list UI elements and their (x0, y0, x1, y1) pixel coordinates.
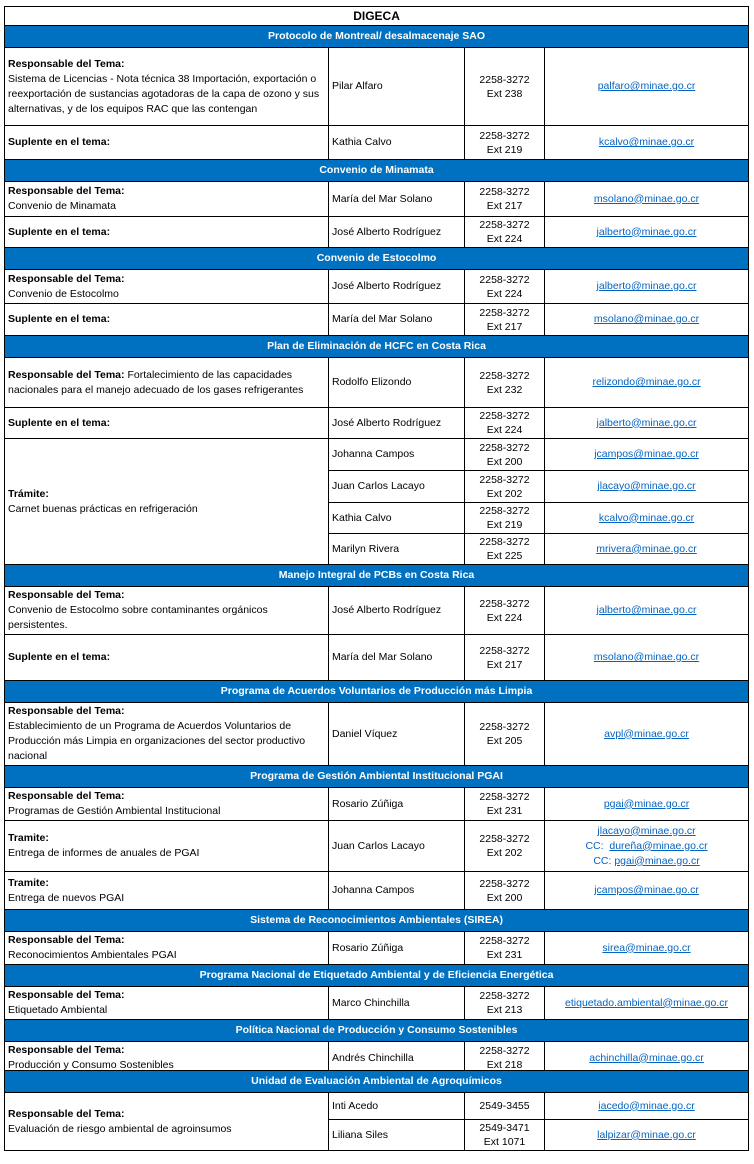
phone-extension: Ext 202 (486, 487, 523, 500)
phone-extension: Ext 205 (486, 735, 523, 747)
responsable-label: Responsable del Tema: (8, 790, 125, 802)
phone-cell (465, 358, 545, 408)
responsable-label: Responsable del Tema: (8, 1107, 125, 1120)
phone-extension: Ext 231 (486, 949, 523, 961)
responsable-label: Responsable del Tema: (8, 272, 125, 285)
table-row (5, 126, 749, 160)
topic-text: Producción y Consumo Sostenibles (8, 1059, 174, 1071)
table-row (5, 635, 749, 681)
responsable-label: Responsable del Tema: (8, 589, 125, 601)
person-name: Inti Acedo (329, 1093, 465, 1120)
email-cell (545, 217, 749, 248)
person-name: Juan Carlos Lacayo (329, 471, 465, 503)
email-cell (545, 1120, 749, 1151)
topic-text: Reconocimientos Ambientales PGAI (8, 949, 177, 961)
phone-cell (465, 48, 545, 126)
email-link[interactable]: relizondo@minae.go.cr (592, 376, 701, 388)
phone-number: 2258-3272 (479, 273, 530, 286)
phone-cell (465, 471, 545, 503)
email-cell (545, 1093, 749, 1120)
topic-cell (5, 872, 329, 910)
phone-number: 2258-3272 (479, 186, 530, 198)
table-row (5, 304, 749, 336)
topic-text: Programas de Gestión Ambiental Institucional (8, 805, 221, 817)
section-header: Convenio de Minamata (5, 160, 749, 182)
phone-cell (465, 587, 545, 635)
topic-text: Entrega de informes de anuales de PGAI (8, 847, 200, 859)
person-name: Rosario Zúñiga (329, 932, 465, 965)
phone-number: 2258-3272 (479, 536, 530, 548)
email-link[interactable]: jlacayo@minae.go.cr (597, 480, 696, 492)
suplente-label: Suplente en el tema: (8, 136, 111, 148)
phone-cell (465, 1120, 545, 1151)
responsable-label: Responsable del Tema: (8, 1044, 125, 1056)
phone-number: 2549-3455 (479, 1100, 530, 1112)
table-row (5, 217, 749, 248)
topic-cell (5, 358, 329, 408)
email-link[interactable]: msolano@minae.go.cr (593, 192, 700, 205)
email-cell (545, 587, 749, 635)
topic-cell (5, 217, 329, 248)
email-cell (545, 471, 749, 503)
phone-extension: Ext 238 (486, 87, 523, 100)
email-cell (545, 439, 749, 471)
email-link[interactable]: mrivera@minae.go.cr (596, 542, 697, 555)
section-header: Manejo Integral de PCBs en Costa Rica (5, 565, 749, 587)
email-cell (545, 126, 749, 160)
email-link[interactable]: pgai@minae.go.cr (603, 797, 690, 810)
email-cell (545, 635, 749, 681)
table-row (5, 439, 749, 471)
person-name: Kathia Calvo (329, 126, 465, 160)
phone-extension: Ext 232 (486, 383, 523, 396)
cc-label: CC: (593, 854, 612, 867)
table-row (5, 872, 749, 910)
phone-extension: Ext 202 (486, 847, 523, 859)
email-cell (545, 358, 749, 408)
person-name: Johanna Campos (329, 439, 465, 471)
cc-email-link[interactable]: pgai@minae.go.cr (614, 854, 700, 867)
email-link[interactable]: etiquetado.ambiental@minae.go.cr (565, 996, 729, 1009)
email-link[interactable]: msolano@minae.go.cr (593, 651, 700, 663)
phone-number: 2258-3272 (479, 473, 530, 486)
section-header: Sistema de Reconocimientos Ambientales (SIREA) (5, 910, 749, 932)
topic-cell (5, 270, 329, 304)
email-link[interactable]: achinchilla@minae.go.cr (589, 1051, 704, 1064)
email-link[interactable]: jcampos@minae.go.cr (594, 884, 699, 896)
phone-cell (465, 703, 545, 766)
phone-extension: Ext 231 (486, 805, 523, 817)
phone-cell (465, 217, 545, 248)
phone-number: 2258-3272 (479, 73, 530, 86)
phone-extension: Ext 217 (486, 320, 523, 333)
responsable-label: Responsable del Tema: (8, 57, 125, 70)
phone-number: 2258-3272 (479, 935, 530, 947)
email-cell (545, 788, 749, 821)
suplente-label: Suplente en el tema: (8, 651, 111, 663)
agroquimicos-table (4, 1070, 749, 1151)
topic-text: Etiquetado Ambiental (8, 1004, 108, 1016)
tramite-cell (5, 439, 329, 565)
topic-text: Establecimiento de un Programa de Acuerdos Voluntarios de Producción más Limpia en organizaciones del sector productivo nacional (8, 720, 306, 762)
table-row (5, 270, 749, 304)
topic-cell (5, 304, 329, 336)
page-title: DIGECA (5, 7, 749, 26)
section-header: Política Nacional de Producción y Consumo Sostenibles (5, 1020, 749, 1042)
phone-extension: Ext 217 (486, 200, 523, 212)
email-cell (545, 872, 749, 910)
tramite-text: Carnet buenas prácticas en refrigeración (8, 502, 198, 515)
section-header: Plan de Eliminación de HCFC en Costa Rica (5, 336, 749, 358)
phone-cell (465, 182, 545, 217)
email-link[interactable]: kcalvo@minae.go.cr (598, 136, 695, 148)
phone-cell (465, 635, 545, 681)
email-link[interactable]: palfaro@minae.go.cr (597, 80, 696, 92)
phone-cell (465, 821, 545, 872)
directory-table (4, 6, 749, 1075)
topic-cell (5, 932, 329, 965)
section-header: Protocolo de Montreal/ desalmacenaje SAO (5, 26, 749, 48)
person-name: Juan Carlos Lacayo (329, 821, 465, 872)
topic-cell (5, 48, 329, 126)
tramite-label: Tramite: (8, 832, 49, 844)
email-link[interactable]: jalberto@minae.go.cr (596, 416, 697, 429)
tramite-label: Trámite: (8, 487, 49, 500)
person-name: Pilar Alfaro (329, 48, 465, 126)
person-name: María del Mar Solano (329, 304, 465, 336)
email-cell (545, 987, 749, 1020)
responsable-label: Responsable del Tema: (8, 934, 125, 946)
email-link[interactable]: jcampos@minae.go.cr (594, 448, 699, 460)
person-name: Marco Chinchilla (329, 987, 465, 1020)
email-link[interactable]: jalberto@minae.go.cr (596, 280, 697, 292)
phone-extension: Ext 224 (486, 611, 523, 624)
table-row (5, 987, 749, 1020)
phone-extension: Ext 224 (486, 424, 523, 436)
phone-extension: Ext 213 (486, 1004, 523, 1016)
topic-cell (5, 587, 329, 635)
phone-number: 2258-3272 (479, 644, 530, 657)
person-name: José Alberto Rodríguez (329, 270, 465, 304)
phone-number: 2258-3272 (479, 306, 530, 319)
phone-number: 2258-3272 (479, 129, 530, 142)
table-row (5, 788, 749, 821)
phone-number: 2549-3471 (479, 1122, 530, 1134)
topic-text: Entrega de nuevos PGAI (8, 891, 125, 904)
email-cell (545, 48, 749, 126)
table-row (5, 703, 749, 766)
topic-cell (5, 821, 329, 872)
email-cell (545, 703, 749, 766)
phone-number: 2258-3272 (479, 721, 530, 733)
phone-extension: Ext 1071 (483, 1136, 526, 1148)
person-name: Kathia Calvo (329, 503, 465, 534)
person-name: Daniel Víquez (329, 703, 465, 766)
person-name: José Alberto Rodríguez (329, 217, 465, 248)
topic-cell (5, 987, 329, 1020)
phone-cell (465, 304, 545, 336)
table-row (5, 182, 749, 217)
phone-cell (465, 788, 545, 821)
phone-number: 2258-3272 (479, 597, 530, 610)
email-link[interactable]: iacedo@minae.go.cr (598, 1099, 695, 1112)
topic-cell (5, 126, 329, 160)
email-cell (545, 408, 749, 439)
phone-extension: Ext 225 (486, 550, 523, 562)
phone-number: 2258-3272 (479, 369, 530, 382)
phone-cell (465, 503, 545, 534)
suplente-label: Suplente en el tema: (8, 313, 111, 325)
table-row (5, 408, 749, 439)
person-name: Andrés Chinchilla (329, 1042, 465, 1075)
tramite-label: Tramite: (8, 876, 49, 889)
phone-extension: Ext 200 (486, 891, 523, 904)
table-row (5, 358, 749, 408)
responsable-label: Responsable del Tema: (8, 185, 125, 197)
topic-text: Sistema de Licencias - Nota técnica 38 Importación, exportación o reexportación de sustancias agotadoras de la capa de ozono y sus alternativas, y de los equipos RAC que las contengan (8, 72, 320, 115)
topic-cell (5, 1093, 329, 1151)
person-name: José Alberto Rodríguez (329, 587, 465, 635)
cc-email-link[interactable]: dureña@minae.go.cr (609, 839, 708, 852)
person-name: Rodolfo Elizondo (329, 358, 465, 408)
phone-cell (465, 534, 545, 565)
phone-cell (465, 1093, 545, 1120)
topic-cell (5, 182, 329, 217)
phone-cell (465, 126, 545, 160)
person-name: Johanna Campos (329, 872, 465, 910)
section-header: Unidad de Evaluación Ambiental de Agroquímicos (5, 1071, 749, 1093)
suplente-label: Suplente en el tema: (8, 416, 111, 429)
phone-cell (465, 932, 545, 965)
email-link[interactable]: jlacayo@minae.go.cr (597, 824, 696, 837)
phone-number: 2258-3272 (479, 833, 530, 845)
phone-extension: Ext 219 (486, 519, 523, 531)
phone-number: 2258-3272 (479, 219, 530, 231)
phone-number: 2258-3272 (479, 990, 530, 1002)
table-row (5, 932, 749, 965)
table-row (5, 1093, 749, 1120)
cc-line (548, 854, 745, 869)
email-link[interactable]: avpl@minae.go.cr (604, 727, 689, 740)
topic-text: Evaluación de riesgo ambiental de agroinsumos (8, 1122, 232, 1135)
phone-extension: Ext 217 (486, 658, 523, 671)
email-cell (545, 304, 749, 336)
topic-text: Fortalecimiento de las capacidades nacionales para el manejo adecuado de los gases refrigerantes (8, 368, 304, 396)
section-header: Programa de Acuerdos Voluntarios de Producción más Limpia (5, 681, 749, 703)
topic-cell (5, 408, 329, 439)
email-cell (545, 503, 749, 534)
phone-cell (465, 270, 545, 304)
person-name: Liliana Siles (329, 1120, 465, 1151)
cc-label: CC: (585, 839, 604, 852)
email-cell (545, 270, 749, 304)
topic-text: Convenio de Minamata (8, 200, 116, 212)
section-header: Programa de Gestión Ambiental Institucional PGAI (5, 766, 749, 788)
table-row (5, 587, 749, 635)
phone-extension: Ext 219 (486, 143, 523, 156)
phone-number: 2258-3272 (479, 441, 530, 454)
phone-extension: Ext 224 (486, 287, 523, 300)
phone-number: 2258-3272 (479, 410, 530, 422)
email-cell (545, 821, 749, 872)
topic-text: Convenio de Estocolmo sobre contaminantes orgánicos persistentes. (8, 604, 268, 631)
email-cell (545, 932, 749, 965)
responsable-label: Responsable del Tema: (8, 989, 125, 1001)
cc-line (548, 839, 745, 854)
phone-number: 2258-3272 (479, 877, 530, 890)
phone-cell (465, 408, 545, 439)
phone-extension: Ext 218 (486, 1059, 523, 1071)
email-link[interactable]: jalberto@minae.go.cr (596, 604, 697, 616)
topic-cell (5, 703, 329, 766)
responsable-label: Responsable del Tema: (8, 705, 125, 717)
person-name: Rosario Zúñiga (329, 788, 465, 821)
phone-extension: Ext 200 (486, 455, 523, 468)
email-link[interactable]: lalpizar@minae.go.cr (597, 1128, 696, 1141)
phone-cell (465, 439, 545, 471)
email-link[interactable]: sirea@minae.go.cr (602, 941, 691, 954)
topic-text: Convenio de Estocolmo (8, 287, 119, 300)
phone-number: 2258-3272 (479, 505, 530, 517)
phone-number: 2258-3272 (479, 1045, 530, 1057)
phone-cell (465, 987, 545, 1020)
topic-cell (5, 635, 329, 681)
phone-number: 2258-3272 (479, 791, 530, 803)
email-cell (545, 534, 749, 565)
suplente-label: Suplente en el tema: (8, 225, 111, 238)
topic-cell (5, 788, 329, 821)
email-link[interactable]: kcalvo@minae.go.cr (598, 511, 695, 524)
section-header: Convenio de Estocolmo (5, 248, 749, 270)
person-name: José Alberto Rodríguez (329, 408, 465, 439)
email-cell (545, 182, 749, 217)
phone-extension: Ext 224 (486, 233, 523, 245)
section-header: Programa Nacional de Etiquetado Ambiental y de Eficiencia Energética (5, 965, 749, 987)
table-row (5, 48, 749, 126)
person-name: María del Mar Solano (329, 182, 465, 217)
phone-cell (465, 872, 545, 910)
responsable-label: Responsable del Tema: (8, 368, 125, 381)
email-link[interactable]: jalberto@minae.go.cr (596, 225, 697, 238)
person-name: Marilyn Rivera (329, 534, 465, 565)
table-row (5, 821, 749, 872)
person-name: María del Mar Solano (329, 635, 465, 681)
email-link[interactable]: msolano@minae.go.cr (593, 313, 700, 325)
